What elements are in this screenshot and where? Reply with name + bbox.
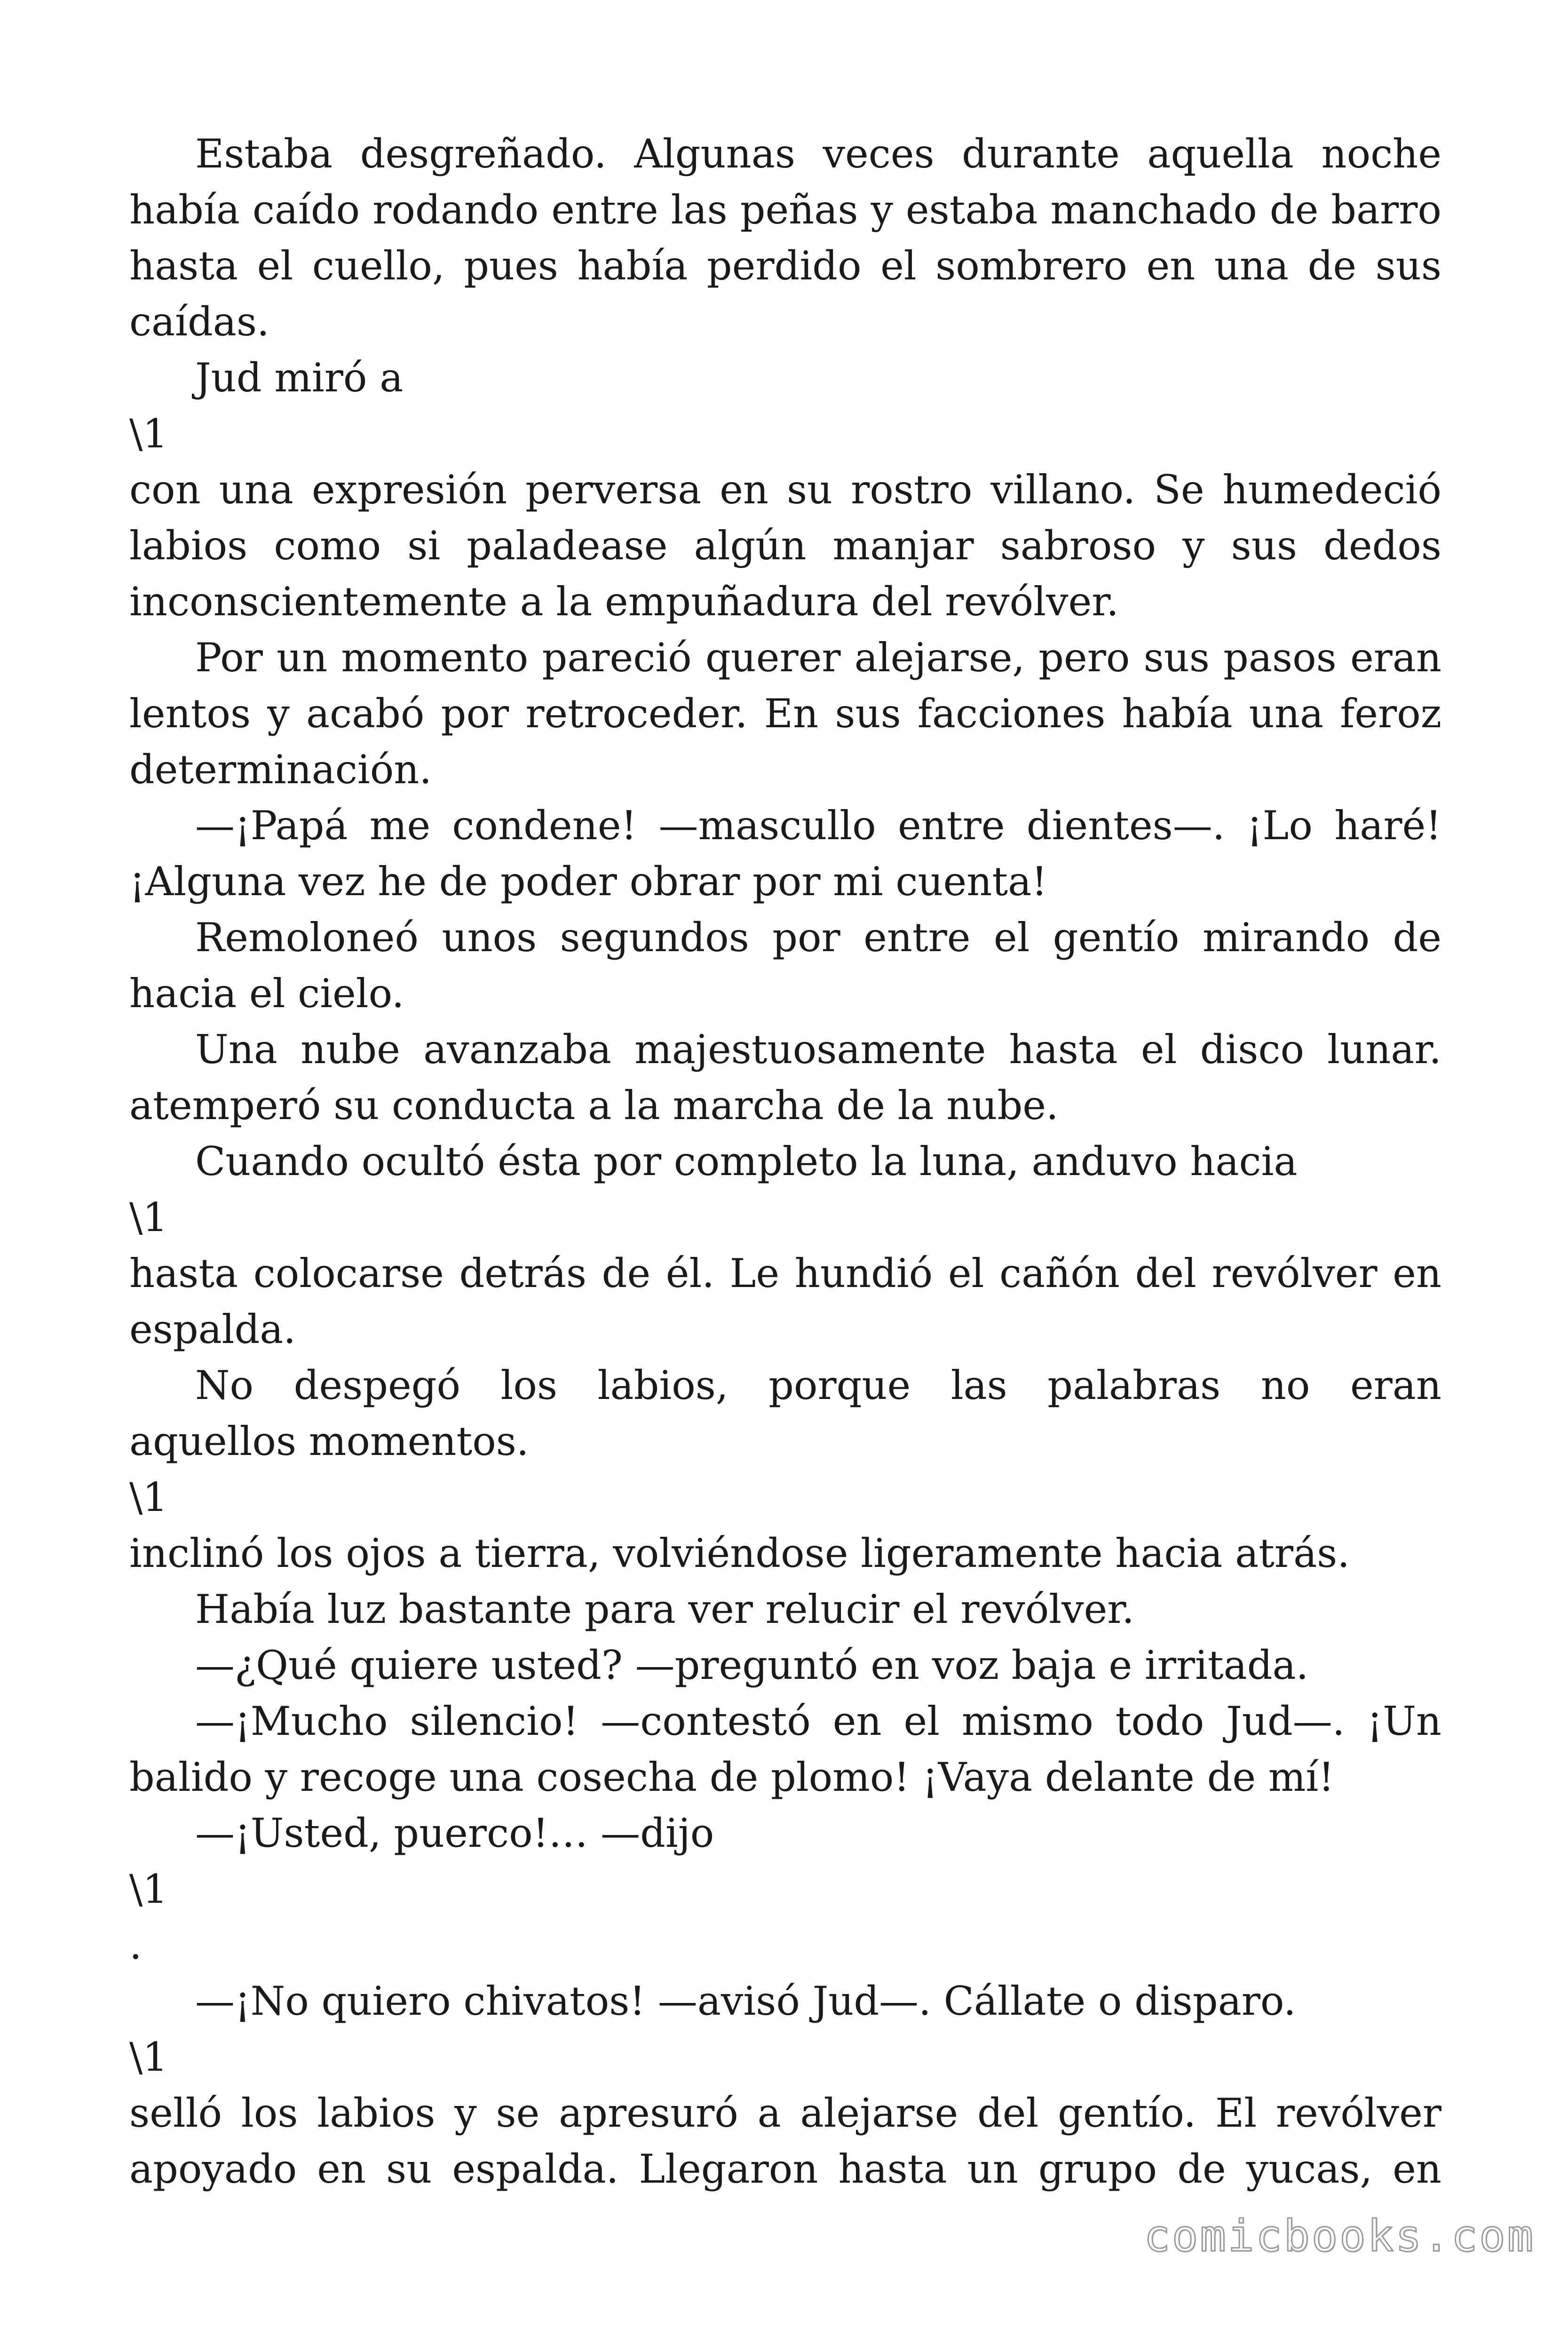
placeholder-marker: \1 <box>129 1474 168 1520</box>
text-line: atemperó su conducta a la marcha de la nube. <box>129 1082 1059 1128</box>
watermark-logo: comicbooks.com <box>1144 2211 1535 2261</box>
text-line: —¡Mucho silencio! —contestó en el mismo todo Jud—. ¡Un <box>195 1698 1441 1744</box>
page-text <box>129 126 1441 2197</box>
placeholder-marker: \1 <box>129 2034 168 2080</box>
text-line: determinación. <box>129 747 432 793</box>
placeholder-marker: \1 <box>129 411 168 457</box>
text-line: —¡Papá me condene! —mascullo entre dientes—. ¡Lo haré! <box>195 803 1441 849</box>
text-line: Estaba desgreñado. Algunas veces durante aquella noche <box>195 131 1441 177</box>
text-line: aquellos momentos. <box>129 1418 529 1464</box>
text-line: Una nube avanzaba majestuosamente hasta el disco lunar. <box>195 1026 1441 1073</box>
text-line: caídas. <box>129 299 269 345</box>
text-line: espalda. <box>129 1306 296 1352</box>
text-line: había caído rodando entre las peñas y estaba manchado de barro <box>129 187 1441 233</box>
text-line: —¡Usted, puerco!… —dijo <box>195 1810 714 1856</box>
text-line: con una expresión perversa en su rostro villano. Se humedeció <box>129 467 1441 513</box>
text-line: balido y recoge una cosecha de plomo! ¡Vaya delante de mí! <box>129 1754 1335 1800</box>
text-line: Había luz bastante para ver relucir el revólver. <box>195 1586 1134 1632</box>
text-line: inclinó los ojos a tierra, volviéndose ligeramente hacia atrás. <box>129 1530 1350 1576</box>
text-line: —¡No quiero chivatos! —avisó Jud—. Cállate o disparo. <box>195 1978 1296 2024</box>
text-line: . <box>129 1922 142 1968</box>
placeholder-marker: \1 <box>129 1194 168 1240</box>
text-line: ¡Alguna vez he de poder obrar por mi cuenta! <box>129 858 1047 905</box>
text-line: No despegó los labios, porque las palabras no eran <box>195 1362 1441 1408</box>
text-line: Por un momento pareció querer alejarse, pero sus pasos eran <box>195 635 1441 681</box>
text-line: —¿Qué quiere usted? —preguntó en voz baja e irritada. <box>195 1642 1309 1688</box>
text-line: lentos y acabó por retroceder. En sus facciones había una feroz <box>129 691 1441 737</box>
placeholder-marker: \1 <box>129 1866 168 1912</box>
text-line: Jud miró a <box>195 355 404 401</box>
text-line: Remoloneó unos segundos por entre el gentío mirando de <box>195 914 1441 961</box>
text-line: selló los labios y se apresuró a alejarse del gentío. El revólver <box>129 2090 1441 2136</box>
text-line: Cuando ocultó ésta por completo la luna, anduvo hacia <box>195 1138 1298 1184</box>
text-line: labios como si paladease algún manjar sabroso y sus dedos <box>129 523 1441 569</box>
text-line: inconscientemente a la empuñadura del revólver. <box>129 579 1119 625</box>
text-line: hacia el cielo. <box>129 970 404 1017</box>
text-line: hasta el cuello, pues había perdido el sombrero en una de sus <box>129 243 1441 289</box>
text-line: apoyado en su espalda. Llegaron hasta un grupo de yucas, en <box>129 2146 1441 2192</box>
text-line: hasta colocarse detrás de él. Le hundió el cañón del revólver en <box>129 1250 1441 1296</box>
